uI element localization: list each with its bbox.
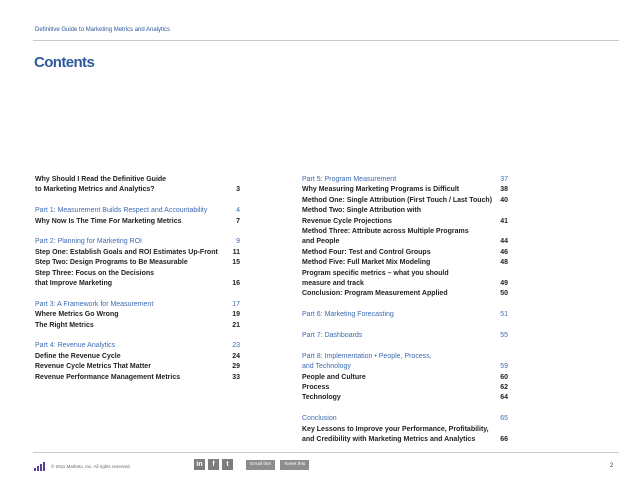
toc-entry-title: Technology <box>302 394 341 402</box>
toc-entry[interactable] <box>302 373 508 383</box>
toc-part-heading[interactable] <box>35 300 240 310</box>
toc-entry[interactable] <box>302 393 508 403</box>
toc-entry-title: Part 3: A Framework for Measurement <box>35 300 154 308</box>
toc-column-right <box>302 175 508 456</box>
toc-entry-page: 65 <box>500 415 508 423</box>
toc-entry[interactable] <box>302 237 508 247</box>
toc-entry-title: Method One: Single Attribution (First Touch / Last Touch) <box>302 196 493 204</box>
toc-part-heading[interactable] <box>302 352 508 362</box>
toc-group <box>302 352 508 404</box>
toc-entry-page: 60 <box>500 373 508 381</box>
toc-part-heading[interactable] <box>302 362 508 372</box>
toc-entry-page: 21 <box>232 321 240 329</box>
toc-entry[interactable] <box>302 383 508 393</box>
toc-entry-page: 38 <box>500 186 508 194</box>
toc-entry-page: 9 <box>236 238 240 246</box>
toc-entry-title: and People <box>302 238 340 246</box>
toc-entry-title: Method Four: Test and Control Groups <box>302 248 431 256</box>
toc-entry[interactable] <box>302 258 508 268</box>
toc-entry-title: Method Five: Full Market Mix Modeling <box>302 259 431 267</box>
toc-entry-title: measure and track <box>302 280 364 288</box>
toc-entry-title: Part 2: Planning for Marketing ROI <box>35 238 142 246</box>
toc-entry-title: Part 4: Revenue Analytics <box>35 342 116 350</box>
toc-entry-page: 15 <box>232 259 240 267</box>
toc-part-heading[interactable] <box>302 331 508 341</box>
toc-entry-title: Why Measuring Marketing Programs is Difficult <box>302 186 460 194</box>
page-number: 2 <box>610 463 614 469</box>
toc-entry-page: 49 <box>500 280 508 288</box>
toc-part-heading[interactable] <box>302 414 508 424</box>
toc-entry-title: The Right Metrics <box>35 321 94 329</box>
toc-entry-page: 19 <box>232 311 240 319</box>
toc-entry-page: 16 <box>232 280 240 288</box>
toc-entry-page: 24 <box>232 352 240 360</box>
toc-entry[interactable] <box>35 185 240 195</box>
toc-entry[interactable] <box>35 373 240 383</box>
toc-entry-title: Conclusion <box>302 415 337 423</box>
toc-entry-page: 23 <box>232 342 240 350</box>
toc-group <box>35 300 240 331</box>
toc-entry[interactable] <box>302 196 508 206</box>
toc-entry-title: that Improve Marketing <box>35 280 113 288</box>
toc-entry[interactable] <box>302 227 508 237</box>
toc-entry-page: 29 <box>232 363 240 371</box>
copyright-text: © 2011 Marketo, Inc. All rights reserved. <box>51 464 131 469</box>
toc-entry[interactable] <box>302 248 508 258</box>
toc-entry-title: Method Three: Attribute across Multiple Programs <box>302 228 469 236</box>
toc-entry[interactable] <box>302 425 508 435</box>
toc-entry-title: to Marketing Metrics and Analytics? <box>35 186 155 194</box>
toc-entry-page: 33 <box>232 373 240 381</box>
toc-entry[interactable] <box>302 289 508 299</box>
toc-entry[interactable] <box>302 279 508 289</box>
toc-group <box>302 331 508 341</box>
facebook-icon[interactable]: f <box>208 459 219 470</box>
toc-entry-title: Why Should I Read the Definitive Guide <box>35 176 167 183</box>
toc-group <box>35 175 240 196</box>
toc-entry-title: Revenue Performance Management Metrics <box>35 373 181 381</box>
toc-entry[interactable] <box>302 206 508 216</box>
twitter-icon[interactable]: t <box>222 459 233 470</box>
toc-entry-title: Part 5: Program Measurement <box>302 176 397 183</box>
toc-part-heading[interactable] <box>35 237 240 247</box>
toc-entry-page: 66 <box>500 436 508 444</box>
toc-entry[interactable] <box>302 435 508 445</box>
linkedin-icon[interactable]: in <box>194 459 205 470</box>
tweet-this-button[interactable]: Tweet this <box>280 460 309 470</box>
toc-part-heading[interactable] <box>302 310 508 320</box>
toc-entry-page: 44 <box>500 238 508 246</box>
toc-entry-page: 4 <box>236 207 240 215</box>
toc-group <box>35 206 240 227</box>
toc-entry-page: 11 <box>232 248 240 256</box>
toc-entry[interactable] <box>302 269 508 279</box>
page-title: Contents <box>34 54 95 71</box>
toc-entry-title: and Technology <box>302 363 351 371</box>
toc-entry[interactable] <box>35 258 240 268</box>
toc-entry-page: 55 <box>500 332 508 340</box>
footer-divider <box>33 452 619 453</box>
toc-part-heading[interactable] <box>302 175 508 185</box>
toc-entry-page: 41 <box>500 217 508 225</box>
toc-part-heading[interactable] <box>35 206 240 216</box>
toc-entry-page: 46 <box>500 248 508 256</box>
toc-entry-page: 59 <box>500 363 508 371</box>
toc-entry-title: Where Metrics Go Wrong <box>35 311 119 319</box>
toc-entry-page: 3 <box>236 186 240 194</box>
toc-entry-page: 50 <box>500 290 508 298</box>
header-divider <box>33 40 619 41</box>
toc-group <box>302 310 508 320</box>
toc-group <box>35 341 240 383</box>
toc-group <box>302 175 508 300</box>
toc-part-heading[interactable] <box>35 341 240 351</box>
toc-entry-title: Part 8: Implementation • People, Process, <box>302 352 432 360</box>
toc-entry-title: Step One: Establish Goals and ROI Estimates Up-Front <box>35 248 218 256</box>
toc-group <box>35 237 240 289</box>
toc-entry-title: Part 7: Dashboards <box>302 332 363 340</box>
toc-entry-title: Process <box>302 384 330 392</box>
toc-entry[interactable] <box>35 269 240 279</box>
toc-entry-title: Program specific metrics – what you should <box>302 269 449 277</box>
toc-entry-title: Why Now Is The Time For Marketing Metrics <box>35 217 182 225</box>
toc-entry-title: Revenue Cycle Metrics That Matter <box>35 363 151 371</box>
toc-entry[interactable] <box>35 175 240 185</box>
toc-entry-title: and Credibility with Marketing Metrics and Analytics <box>302 436 476 444</box>
toc-entry-title: Part 6: Marketing Forecasting <box>302 311 394 319</box>
toc-entry[interactable] <box>35 310 240 320</box>
toc-entry-title: Part 1: Measurement Builds Respect and Accountability <box>35 207 208 215</box>
toc-entry-title: Step Three: Focus on the Decisions <box>35 269 155 277</box>
running-header: Definitive Guide to Marketing Metrics and Analytics <box>35 27 171 33</box>
toc-entry[interactable] <box>35 279 240 289</box>
toc-entry-page: 51 <box>500 311 508 319</box>
toc-entry-title: Method Two: Single Attribution with <box>302 207 421 215</box>
toc-entry[interactable] <box>302 185 508 195</box>
toc-entry-page: 40 <box>500 196 508 204</box>
marketo-logo-icon <box>34 462 46 471</box>
email-this-button[interactable]: Email this <box>246 460 275 470</box>
toc-entry[interactable] <box>35 321 240 331</box>
toc-entry-page: 48 <box>500 259 508 267</box>
toc-entry[interactable] <box>35 217 240 227</box>
toc-entry-page: 7 <box>236 217 240 225</box>
toc-group <box>302 414 508 445</box>
toc-entry[interactable] <box>302 217 508 227</box>
toc-entry-title: Revenue Cycle Projections <box>302 217 392 225</box>
toc-entry-title: Define the Revenue Cycle <box>35 352 121 360</box>
toc-entry-page: 62 <box>500 384 508 392</box>
toc-entry[interactable] <box>35 352 240 362</box>
toc-entry[interactable] <box>35 248 240 258</box>
toc-entry-page: 37 <box>500 176 508 183</box>
toc-entry-title: Key Lessons to Improve your Performance, Profitability, <box>302 425 489 433</box>
toc-column-left <box>35 175 240 393</box>
toc-entry-title: Step Two: Design Programs to Be Measurable <box>35 259 188 267</box>
toc-entry-page: 17 <box>232 300 240 308</box>
toc-entry[interactable] <box>35 362 240 372</box>
toc-entry-title: People and Culture <box>302 373 366 381</box>
toc-entry-page: 64 <box>500 394 508 402</box>
toc-entry-title: Conclusion: Program Measurement Applied <box>302 290 448 298</box>
